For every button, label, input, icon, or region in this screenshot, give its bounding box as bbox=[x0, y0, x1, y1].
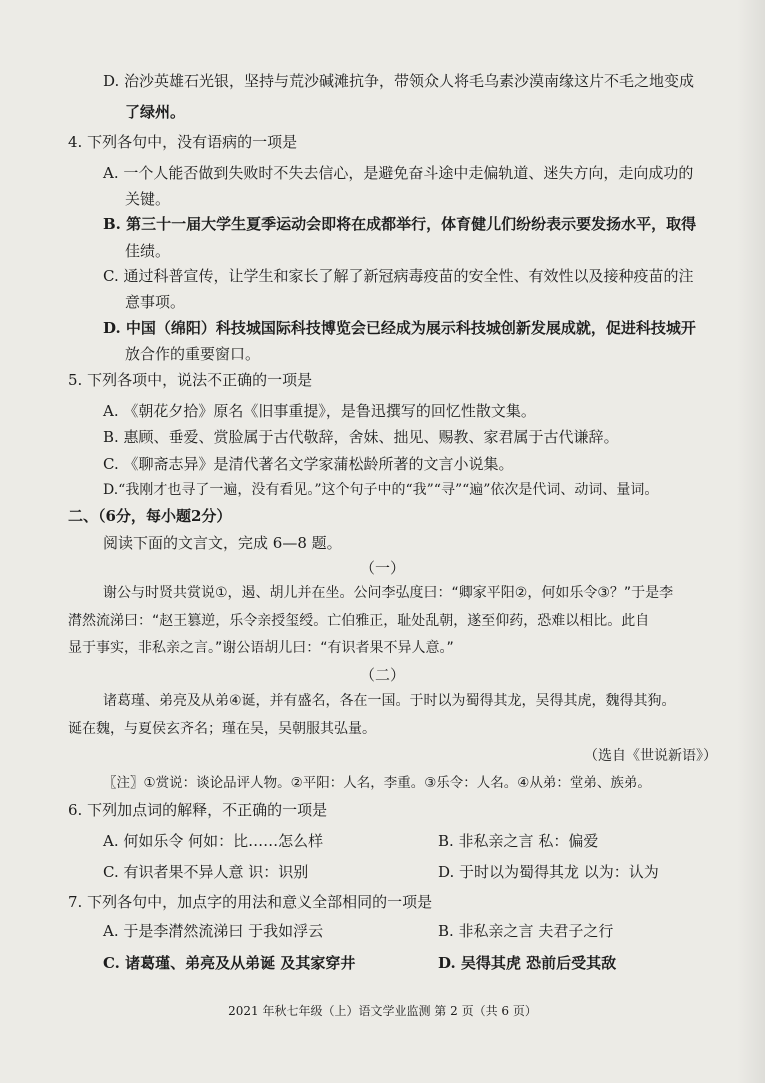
q3-option-d-line1: D. 治沙英雄石光银，坚持与荒沙碱滩抗争，带领众人将毛乌素沙漠南缘这片不毛之地变成 bbox=[103, 72, 695, 90]
q4-option-a-line1: A. 一个人能否做到失败时不失去信心，是避免奋斗途中走偏轨道、迷失方向，走向成功的 bbox=[103, 164, 694, 182]
section2-heading: 二、（6分，每小题2分） bbox=[68, 507, 232, 525]
passage2-line1: 诸葛瑾、弟亮及从弟④诞，并有盛名，各在一国。于时以为蜀得其龙，吴得其虎，魏得其狗。 bbox=[103, 693, 676, 709]
q4-option-b-line1: B. 第三十一届大学生夏季运动会即将在成都举行，体育健儿们纷纷表示要发扬水平，取得 bbox=[103, 215, 697, 233]
q6-stem: 6. 下列加点词的解释，不正确的一项是 bbox=[68, 801, 328, 819]
q5-stem: 5. 下列各项中，说法不正确的一项是 bbox=[68, 371, 313, 389]
passage2-title: （二） bbox=[359, 666, 405, 684]
q4-option-a-line2: 关键。 bbox=[125, 190, 171, 208]
q7-option-a: A. 于是李潸然流涕曰 于我如浮云 bbox=[103, 922, 324, 940]
q6-option-b: B. 非私亲之言 私：偏爱 bbox=[438, 832, 599, 850]
q4-option-d-line2: 放合作的重要窗口。 bbox=[125, 345, 261, 363]
passage1-line2: 潸然流涕曰：“赵王篡逆，乐令亲授玺绶。亡伯雅正，耻处乱朝，遂至仰药，恐难以相比。此自 bbox=[68, 613, 650, 629]
q4-option-c-line1: C. 通过科普宣传，让学生和家长了解了新冠病毒疫苗的安全性、有效性以及接种疫苗的注 bbox=[103, 267, 694, 285]
q7-option-c: C. 诸葛瑾、弟亮及从弟诞 及其家穿井 bbox=[103, 954, 356, 972]
q6-option-d: D. 于时以为蜀得其龙 以为：认为 bbox=[438, 863, 659, 881]
q5-option-b: B. 惠顾、垂爱、赏脸属于古代敬辞，舍妹、拙见、赐教、家君属于古代谦辞。 bbox=[103, 428, 619, 446]
q4-option-d-line1: D. 中国（绵阳）科技城国际科技博览会已经成为展示科技城创新发展成就，促进科技城开 bbox=[103, 319, 696, 337]
page-footer: 2021 年秋七年级（上）语文学业监测 第 2 页（共 6 页） bbox=[228, 1004, 537, 1018]
q6-option-a: A. 何如乐令 何如：比……怎么样 bbox=[103, 832, 324, 850]
passage-source: （选自《世说新语》） bbox=[584, 748, 717, 764]
q4-option-b-line2: 佳绩。 bbox=[125, 242, 171, 260]
q3-option-d-line2: 了绿州。 bbox=[125, 103, 186, 121]
passage1-line3: 显于事实，非私亲之言。”谢公语胡儿曰：“有识者果不异人意。” bbox=[68, 640, 454, 656]
q7-stem: 7. 下列各句中，加点字的用法和意义全部相同的一项是 bbox=[68, 893, 433, 911]
q4-stem: 4. 下列各句中，没有语病的一项是 bbox=[68, 133, 298, 151]
section2-instruction: 阅读下面的文言文，完成 6—8 题。 bbox=[103, 534, 342, 552]
q5-option-c: C. 《聊斋志异》是清代著名文学家蒲松龄所著的文言小说集。 bbox=[103, 455, 514, 473]
passage1-line1: 谢公与时贤共赏说①，遏、胡儿并在坐。公问李弘度曰：“卿家平阳②，何如乐令③？”于是李 bbox=[103, 585, 674, 601]
q6-option-c: C. 有识者果不异人意 识：识别 bbox=[103, 863, 309, 881]
q7-option-d: D. 吴得其虎 恐前后受其敌 bbox=[438, 954, 617, 972]
q7-option-b: B. 非私亲之言 夫君子之行 bbox=[438, 922, 614, 940]
q5-option-d: D.“我刚才也寻了一遍，没有看见。”这个句子中的“我”“寻”“遍”依次是代词、动词、量词。 bbox=[103, 482, 659, 498]
q5-option-a: A. 《朝花夕拾》原名《旧事重提》，是鲁迅撰写的回忆性散文集。 bbox=[103, 402, 536, 420]
q4-option-c-line2: 意事项。 bbox=[125, 293, 186, 311]
passage-notes: 〖注〗①赏说：谈论品评人物。②平阳：人名，李重。③乐令：人名。④从弟：堂弟、族弟。 bbox=[103, 775, 651, 791]
passage2-line2: 诞在魏，与夏侯玄齐名；瑾在吴，吴朝服其弘量。 bbox=[68, 721, 376, 737]
passage1-title: （一） bbox=[359, 559, 405, 577]
